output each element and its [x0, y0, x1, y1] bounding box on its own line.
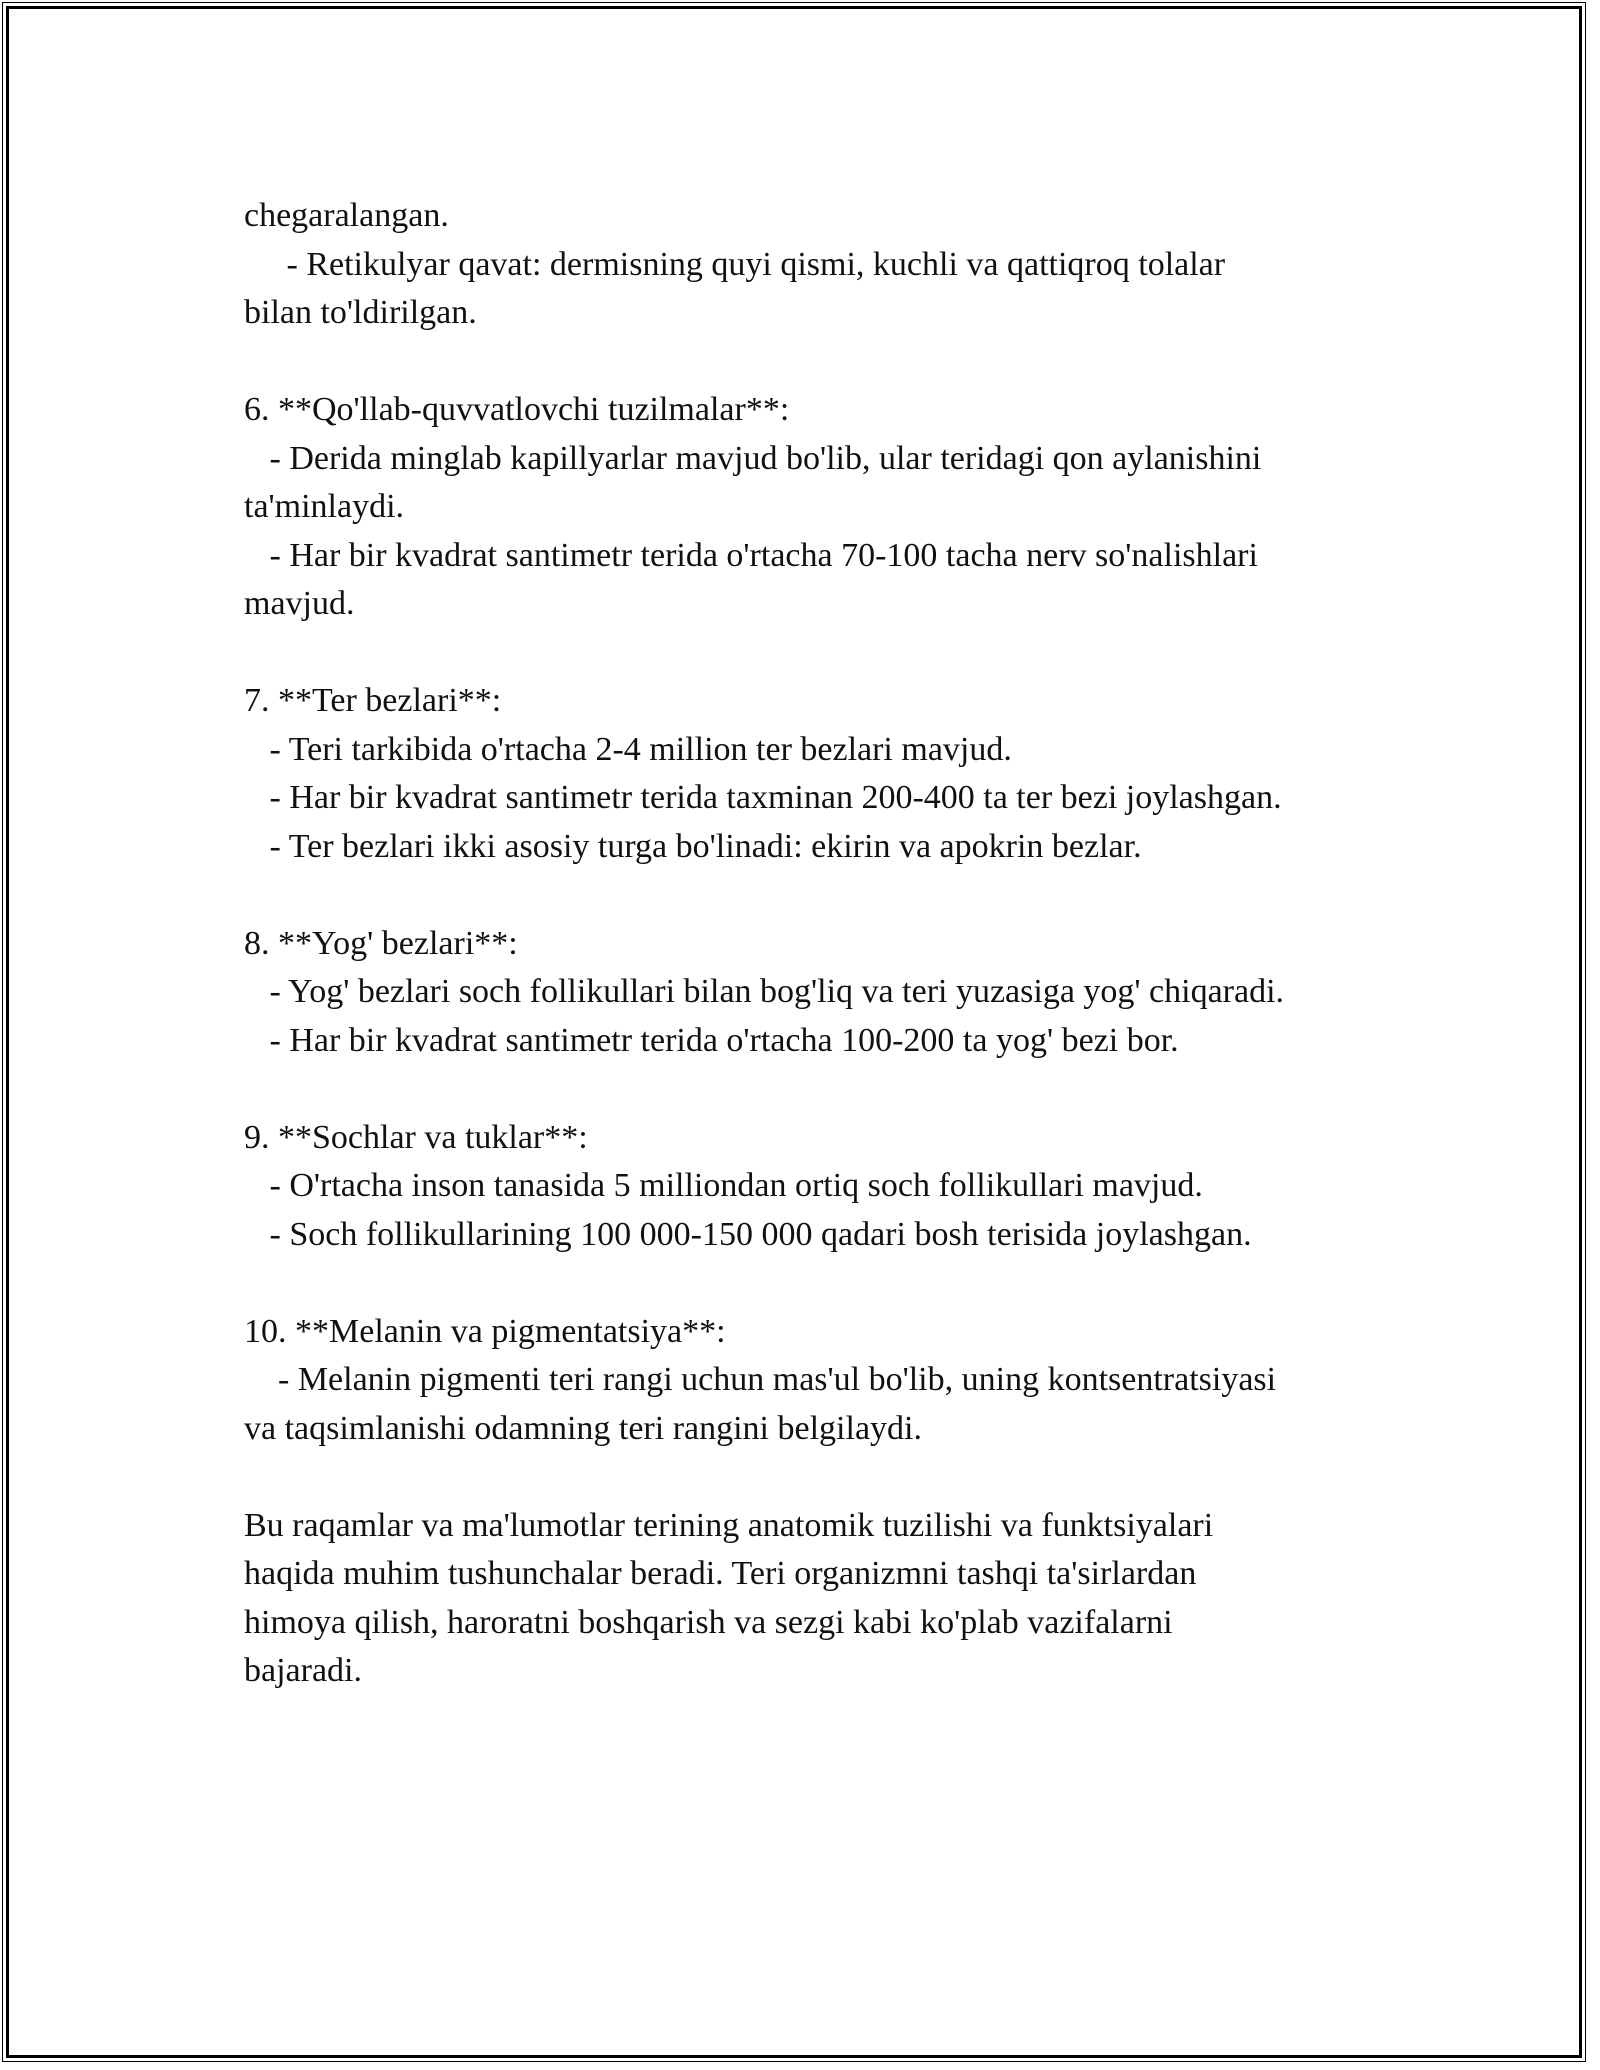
blank-line [244, 1259, 1394, 1308]
text-line: - Retikulyar qavat: dermisning quyi qismi, kuchli va qattiqroq tolalar [244, 245, 1226, 283]
text-line: - Har bir kvadrat santimetr terida o'rtacha 100-200 ta yog' bezi bor. [244, 1021, 1179, 1059]
text-line: va taqsimlanishi odamning teri rangini belgilaydi. [244, 1409, 922, 1447]
text-line: - Derida minglab kapillyarlar mavjud bo'lib, ular teridagi qon aylanishini [244, 439, 1262, 477]
text-line: - Teri tarkibida o'rtacha 2-4 million ter bezlari mavjud. [244, 730, 1012, 768]
blank-line [244, 629, 1394, 678]
text-line: - Soch follikullarining 100 000-150 000 qadari bosh terisida joylashgan. [244, 1215, 1252, 1253]
section-heading: 9. **Sochlar va tuklar**: [244, 1118, 588, 1156]
blank-line [244, 871, 1394, 920]
summary-line: Bu raqamlar va ma'lumotlar terining anatomik tuzilishi va funktsiyalari [244, 1506, 1214, 1544]
section-heading: 8. **Yog' bezlari**: [244, 924, 518, 962]
summary-line: himoya qilish, haroratni boshqarish va sezgi kabi ko'plab vazifalarni [244, 1603, 1173, 1641]
section-heading: 10. **Melanin va pigmentatsiya**: [244, 1312, 726, 1350]
text-line: ta'minlaydi. [244, 488, 405, 525]
page-frame [6, 6, 1582, 2058]
text-line: chegaralangan. [244, 197, 449, 234]
section-heading: 7. **Ter bezlari**: [244, 682, 502, 719]
blank-line [244, 1065, 1394, 1114]
summary-line: haqida muhim tushunchalar beradi. Teri organizmni tashqi ta'sirlardan [244, 1555, 1197, 1592]
blank-line [244, 1453, 1394, 1502]
text-line: - O'rtacha inson tanasida 5 milliondan ortiq soch follikullari mavjud. [244, 1167, 1203, 1204]
text-line: bilan to'ldirilgan. [244, 294, 477, 331]
document-body [244, 192, 1394, 1696]
summary-line: bajaradi. [244, 1652, 362, 1689]
text-line: - Har bir kvadrat santimetr terida taxminan 200-400 ta ter bezi joylashgan. [244, 779, 1282, 816]
section-heading: 6. **Qo'llab-quvvatlovchi tuzilmalar**: [244, 391, 790, 428]
text-line: - Melanin pigmenti teri rangi uchun mas'ul bo'lib, uning kontsentratsiyasi [244, 1361, 1277, 1398]
text-line: - Ter bezlari ikki asosiy turga bo'linadi: ekirin va apokrin bezlar. [244, 827, 1142, 865]
blank-line [244, 338, 1394, 387]
text-line: mavjud. [244, 585, 355, 622]
text-line: - Har bir kvadrat santimetr terida o'rtacha 70-100 tacha nerv so'nalishlari [244, 536, 1258, 574]
text-line: - Yog' bezlari soch follikullari bilan bog'liq va teri yuzasiga yog' chiqaradi. [244, 973, 1285, 1010]
